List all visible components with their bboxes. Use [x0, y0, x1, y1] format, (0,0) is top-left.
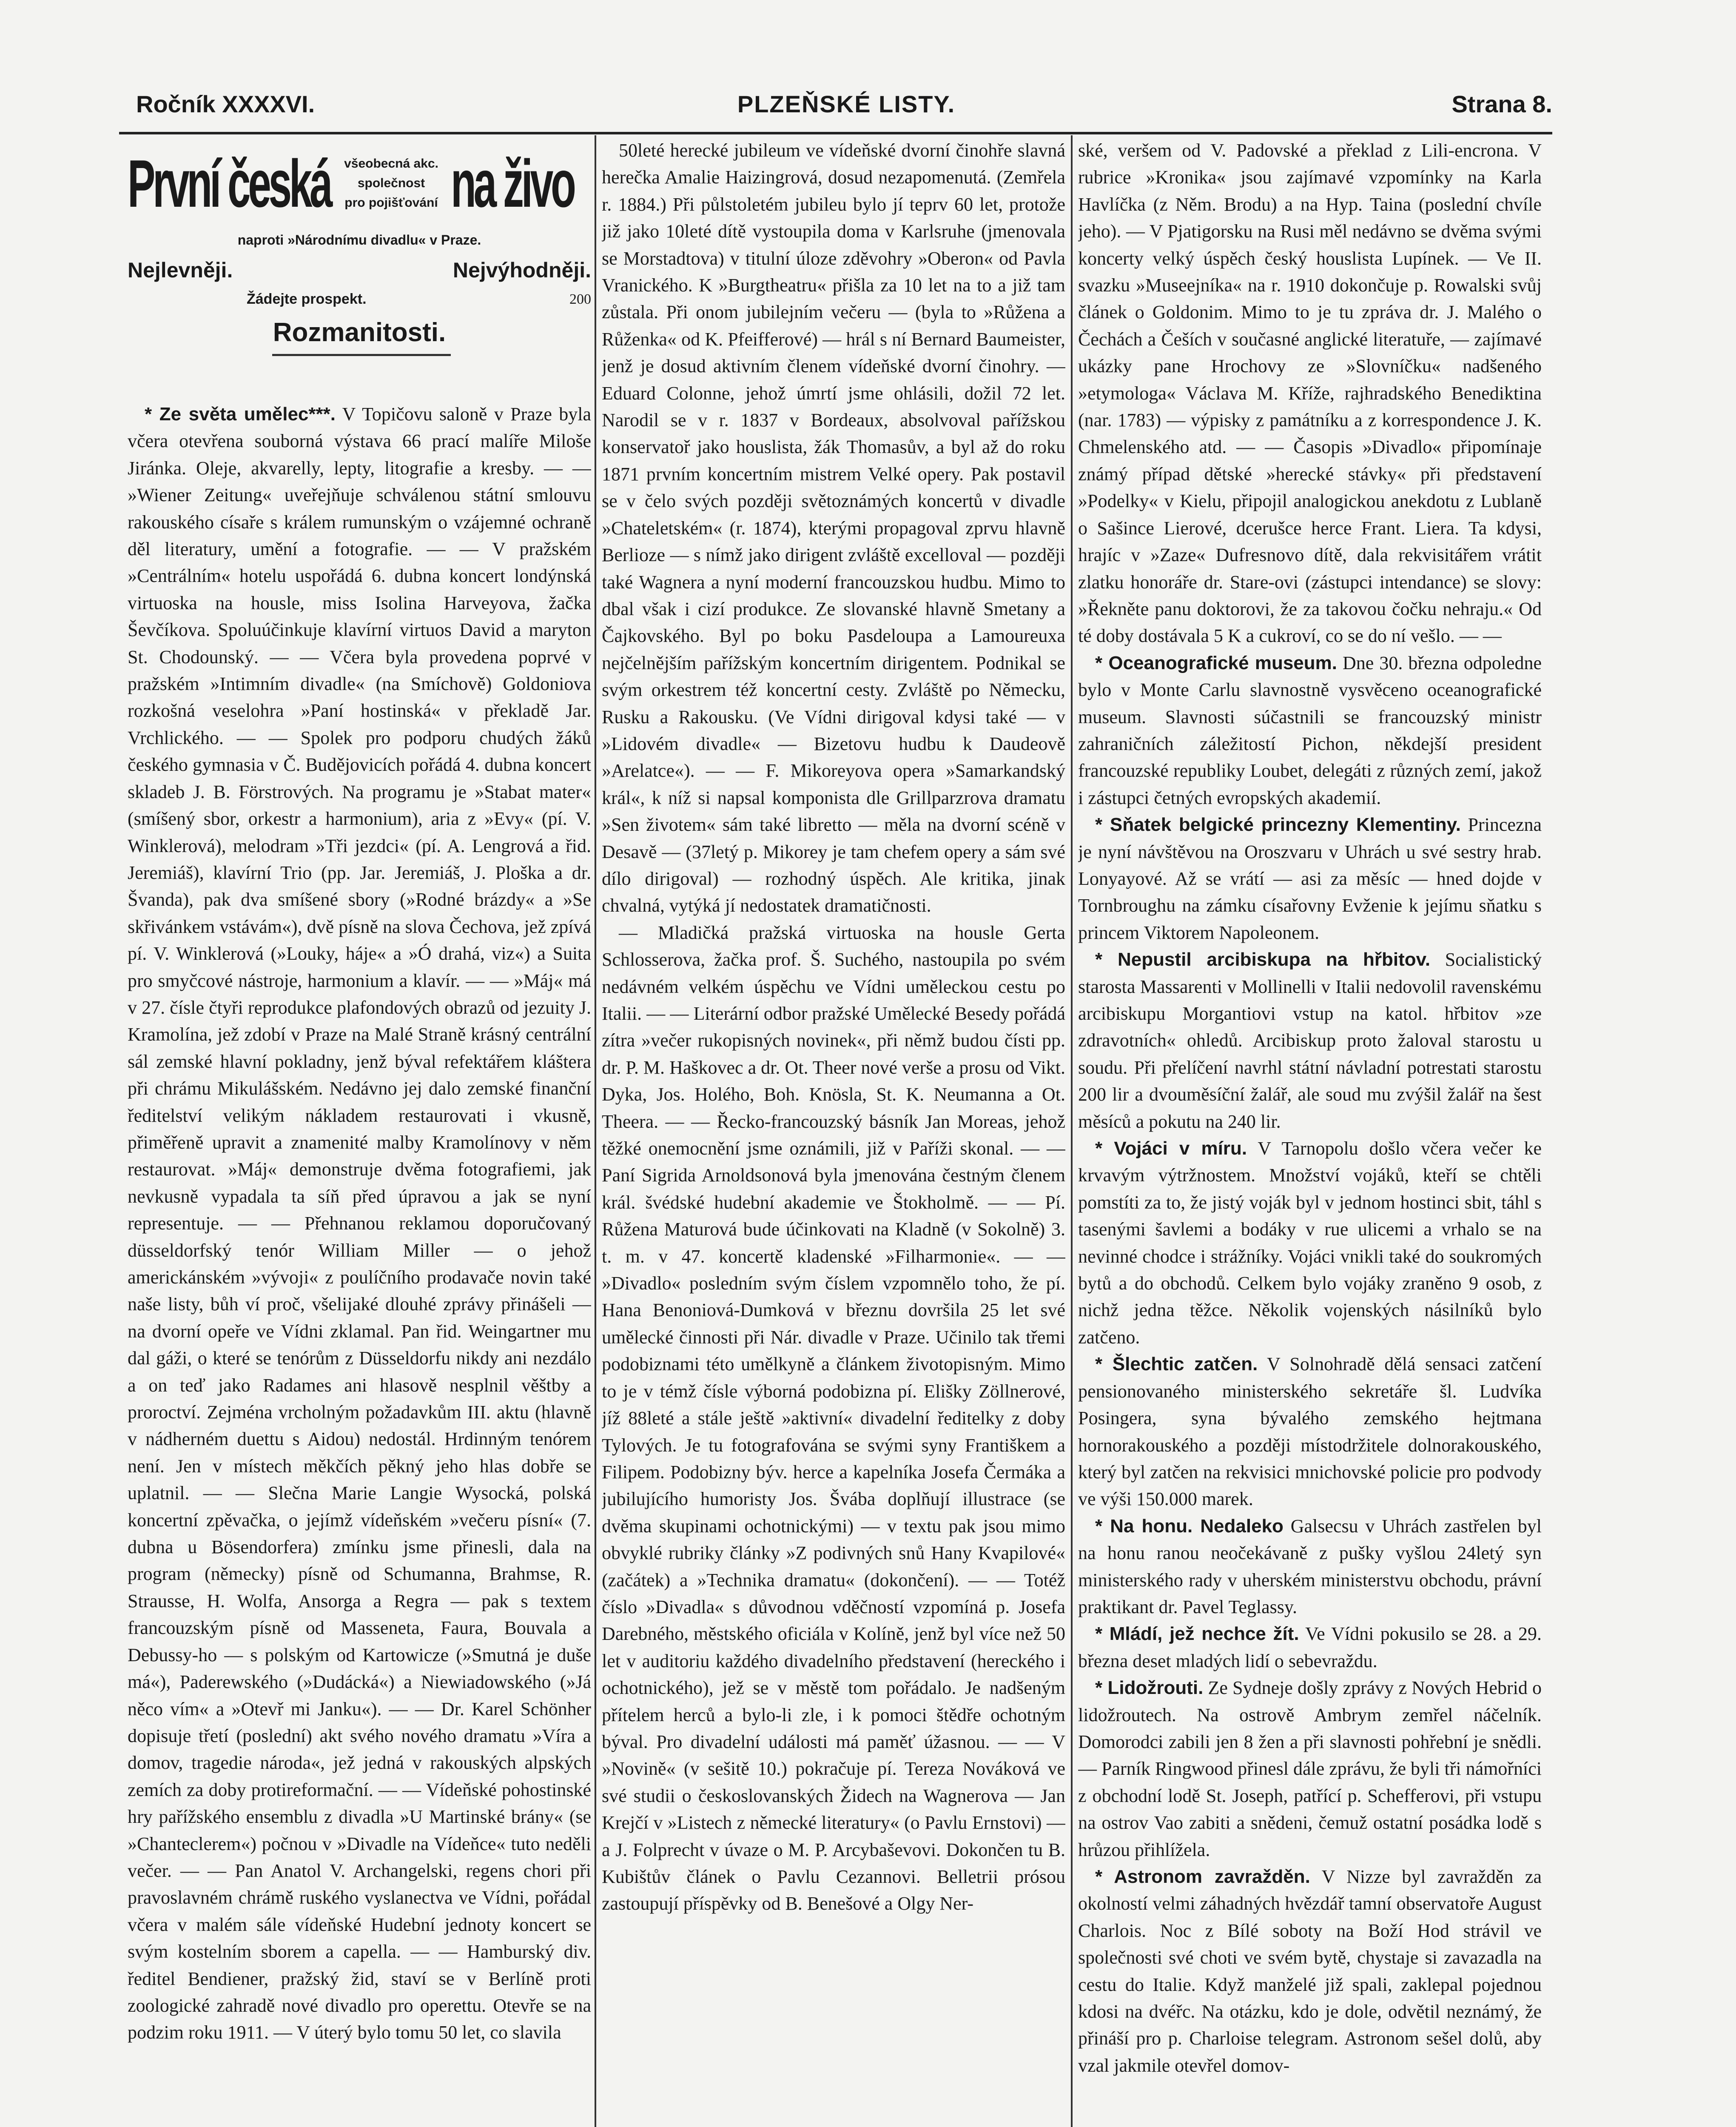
ad-stack-line: společnost	[357, 176, 425, 190]
page-header	[119, 89, 1552, 123]
newspaper-page	[119, 89, 1552, 2127]
article-text: V Topičovu saloně v Praze byla včera otevřena souborná výstava 66 prací malíře Miloše Jiránka. Oleje, akvarelly, lepty, litografie a kresby. — — »Wiener Zeitung« uveřejňuje schválenou státní smlouvu rakouského císaře s králem rumunským o vzájemné ochraně děl literatury, umění a fotografie. — — V pražském »Centrálním« hotelu uspořádá 6. dubna koncert londýnská virtuoska na housle, miss Isolina Harveyova, žačka Ševčíkova. Spoluúčinkuje klavírní virtuos David a maryton St. Chodounský. — — Včera byla provedena poprvé v pražském »Intimním divadle« (na Smíchově) Goldoniova rozkošná veselohra »Paní hostinská« v překladě Jar. Vrchlického. — — Spolek pro podporu chudých žáků českého gymnasia v Č. Budějovicích pořádá 4. dubna koncert skladeb J. B. Förstrových. Na programu je »Stabat mater« (smíšený sbor, orkestr a harmonium), aria z »Evy« (pí. V. Winklerová), melodram »Tři jezdci« (pí. A. Lengrová a řid. Jeremiáš), klavírní Trio (pp. Jar. Jeremiáš, J. Ploška a dr. Švanda), pak dva smíšené sbory (»Rodné brázdy« a »Se skřivánkem vstávám«), dvě písně na slova Čechova, jež zpívá pí. V. Winklerová (»Louky, háje« a »Ó drahá, viz«) a Suita pro smyčcové nástroje, harmonium a klavír. — — »Máj« má v 27. čísle čtyři reprodukce plafondových obrazů od jezuity J. Kramolína, jež zdobí v Praze na Malé Straně krásný centrální sál zemské hlavní pokladny, jenž býval refektářem kláštera při chrámu Mikulášském. Nedávno jej dalo zemské finanční ředitelství velikým nákladem restaurovati i vkusně, přiměřeně upravit a znamenité malby Kramolínovy v něm restaurovat. »Máj« demonstruje dvěma fotografiemi, jak nevkusně vypadala ta síň před úpravou a jak se nyní representuje. — — Přehnanou reklamou doporučovaný düsseldorfský tenór William Miller — o jehož americkánském »vývoji« z poulíčního prodavače novin také naše listy, bůh ví proč, všelijaké dlouhé zprávy přinášeli — na dvorní opeře ve Vídni zklamal. Pan řid. Weingartner mu dal gáži, o které se tenórům z Düsseldorfu nikdy ani nezdálo a on teď jako Radames ani hlasově nesplnil věštby a proroctví. Zejména vrcholným požadavkům III. aktu (hlavně v nádherném duettu s Aidou) nedostál. Hrdinným tenórem není. Jen v místech měkčích pěkný jeho hlas dobře se uplatnil. — — Slečna Marie Langie Wysocká, polská koncertní zpěvačka, o jejímž vídeňském »večeru písní« (7. dubna u Bösendorfera) zmínku jsme přinesli, dala na program (německy) písně od Schumanna, Brahmse, R. Strausse, H. Wolfa, Ansorga a Regra — pak s textem francouzským písně od Masseneta, Faura, Bouvala a Debussy-ho — s polským od Kartowicze (»Smutná je duše má«), Paderewského (»Dudácká«) a Niewiadowského (»Já něco vím« a »Otevř mi Janku«). — — Dr. Karel Schönher dopisuje třetí (poslední) akt svého nového dramatu »Víra a domov, tragedie národa«, jež jedná v rakouských alpských zemích za doby protireformační. — — Vídeňské pohostinské hry pařížského ensemblu z divadla »U Martinské brány« (se »Chanteclerem«) počnou v »Divadle na Vídeňce« tuto neděli večer. — — Pan Anatol V. Archangelski, regens chori při pravoslavném chrámě ruského vyslanectva ve Vídni, pořádal včera v malém sále vídeňské Hudební jednoty koncert se svým kostelním sborem a capella. — — Hamburský div. ředitel Bendiener, pražský žid, staví se v Berlíně proti zoologické zahradě nové divadlo pro operettu. Otevře se na podzim roku 1911. — V úterý bylo tomu 50 let, co slavila	[128, 404, 591, 2043]
article-text: Dne 30. března odpoledne bylo v Monte Carlu slavnostně vysvěceno oceanografické museum. Slavnosti súčastnili se francouzský ministr zahraničních záležitostí Pichon, někdejší president francouzské republiky Loubet, delegáti z různých zemí, jakož i zástupci četných evropských akademií.	[1078, 652, 1542, 808]
ad-headline-right: na živo	[451, 146, 574, 221]
article-paragraph	[1078, 650, 1542, 811]
ad-stack-line: pro pojišťování	[344, 196, 438, 210]
article-text: Ze Sydneje došly zprávy z Nových Hebrid o lidožroutech. Na ostrově Ambrym zemřel náčelník. Domorodci zabili jen 8 žen a při slavnosti pohřební je snědli. — Parník Ringwood přinesl dále zprávu, že byli tři námořníci z obchodní lodě St. Joseph, patřící p. Schefferovi, při vstupu na ostrov Vao zabiti a snědeni, čemuž ostatní posádka lodě s hrůzou přihlížela.	[1078, 1677, 1542, 1860]
section-underline	[272, 354, 451, 356]
article-text: Galsecsu v Uhrách zastřelen byl na honu ranou neočekávaně z pušky vyšlou 24letý syn ministerského rady v uherském ministerstvu obchodu, právní praktikant dr. Pavel Teglassy.	[1078, 1515, 1542, 1617]
volume-label: Ročník XXXXVI.	[136, 91, 315, 117]
article-paragraph	[1078, 811, 1542, 946]
article-paragraph	[1078, 1620, 1542, 1674]
article-paragraph: — Mladičká pražská virtuoska na housle Gerta Schlosserova, žačka prof. Š. Suchého, nastoupila po svém nedávném velkém úspěchu ve Vídni uměleckou cestu po Italii. — — Literární odbor pražské Umělecké Besedy pořádá zítra »večer rukopisných novinek«, při němž budou čísti pp. dr. P. M. Haškovec a dr. Ot. Theer nové verše a prosu od Vikt. Dyka, Jos. Holého, Boh. Knösla, St. K. Neumanna a Ot. Theera. — — Řecko-francouzský básník Jan Moreas, jehož těžké onemocnění jsme oznámili, již v Paříži skonal. — — Paní Sigrida Arnoldsonová byla jmenována čestným členem král. švédské hudební akademie ve Štokholmě. — — Pí. Růžena Maturová bude účinkovati na Kladně (v Sokolně) 3. t. m. v 47. koncertě kladenské »Filharmonie«. — — »Divadlo« posledním svým číslem vzpomnělo toho, že pí. Hana Benoniová-Dumková v březnu dovršila 25 let své umělecké činnosti při Nár. divadle v Praze. Učinilo tak třemi podobiznami této umělkyně a článkem životopisným. Mimo to je v témž čísle výborná podobizna pí. Elišky Zöllnerové, jíž 88leté a stále ještě »aktivní« divadelní ředitelky z doby Tylových. Je tu fotografována se svými syny Františkem a Filipem. Podobizny býv. herce a kapelníka Josefa Čermáka a jubilujícího humoristy Jos. Švába doplňují illustrace (se dvěma skupinami ochotnickými) — v textu pak jsou mimo obvyklé rubriky články »Z podivných snů Hany Kvapilové« (začátek) a »Technika dramatu« (dokončení). — — Totéž číslo »Divadla« s důvodnou vděčností vzpomíná p. Josefa Darebného, městského oficiála v Kolíně, jenž byl více než 50 let v auditoriu každého divadelního představení (hereckého i ochotnického), jež se v městě tom pořádalo. Je nadšeným přítelem herců a bylo-li zle, i k pomoci štědře ochotným býval. Pro divadelní události má paměť úžasnou. — — V »Novině« (v sešitě 10.) pokračuje pí. Tereza Nováková ve své studii o českoslovanských Židech na Wagnerova — Jan Krejčí v »Listech z německé literatury« (o Pavlu Ernstovi) — a J. Folprecht v úvaze o M. P. Arcybaševovi. Dokončen tu B. Kubištův článek o Pavlu Cezannovi. Belletrii prósou zastoupují příspěvky od B. Benešové a Olgy Ner-	[602, 922, 1065, 1914]
column-2	[602, 137, 1065, 2127]
ad-best: Nejvýhodněji.	[452, 258, 591, 282]
article-paragraph	[128, 401, 591, 2046]
article-heading: * Lidožrouti.	[1095, 1677, 1204, 1699]
column-divider	[595, 135, 596, 2127]
ad-code: 200	[569, 291, 591, 307]
article-paragraph: ské, veršem od V. Padovské a překlad z Lili-encrona. V rubrice »Kronika« jsou zajímavé vzpomínky na Karla Havlíčka (z Něm. Brodu) a na Hyp. Taina (poslední chvíle jeho). — V Pjatigorsku na Rusi měl nedávno se dvěma svými koncerty velký úspěch český houslista Lupínek. — Ve II. svazku »Museejníka« na r. 1910 dokončuje p. Rowalski svůj článek o Goldonim. Mimo to je tu zpráva dr. J. Malého o Čechách a Češích v současné anglické literatuře, — zajímavé ukázky pane Hrochovy ze »Slovníčku« nadšeného »etymologa« Václava M. Kříže, rajhradského Benediktina (nar. 1783) — výpisky z památníku a z korrespondence J. K. Chmelenského atd. — — Časopis »Divadlo« připomínaje známý případ dětské »herecké stávky« při představení »Podelky« v Kielu, připojil analogickou anekdotu z Lublaně o Sašince Lierové, dcerušce herce Frant. Liera. Ta kdysi, hrajíc v »Zaze« Dufresnovo dítě, dala rekvisitářem vrátit zlatku honoráře dr. Stare-ovi (zástupci intendance) se slovy: »Řekněte panu doktorovi, že za takovou čočku nehraju.« Od té doby dostávala 5 K a cukroví, co se do ní vešlo. — —	[1078, 140, 1542, 647]
article-text: V Solnohradě dělá sensaci zatčení pensionovaného ministerského sekretáře šl. Ludvíka Posingera, syna bývalého zemského hejtmana hornorakouského a později místodržitele dolnorakouského, který byl zatčen na rekvisici mnichovské policie pro podvody ve výši 150.000 marek.	[1078, 1354, 1542, 1510]
header-rule	[119, 132, 1552, 134]
article-heading: * Sňatek belgické princezny Klementiny.	[1095, 814, 1461, 835]
ad-address: naproti »Národnímu divadlu« v Praze.	[237, 232, 481, 248]
article-text: Ve Vídni pokusilo se 28. a 29. března deset mladých lidí o sebevraždu.	[1078, 1623, 1542, 1671]
article-heading: * Ze světa umělec***.	[145, 404, 336, 425]
article-heading: * Šlechtic zatčen.	[1095, 1354, 1258, 1375]
ad-prospekt: Žádejte prospekt.	[247, 291, 367, 307]
column-3	[1078, 137, 1542, 2127]
article-paragraph	[1078, 1513, 1542, 1621]
masthead-title: PLZEŇSKÉ LISTY.	[737, 91, 956, 117]
article-heading: * Astronom zavražděn.	[1095, 1866, 1310, 1887]
column-1	[128, 137, 591, 2127]
article-text: Princezna je nyní návštěvou na Oroszvaru v Uhrách u své sestry hrab. Lonyayové. Až se vrátí — asi za měsíc — hned dojde v Tornbroughu na zámku císařovny Evženie k jejímu sňatku s princem Viktorem Napoleonem.	[1078, 814, 1542, 943]
article-text: Socialistický starosta Massarenti v Mollinelli v Italii nedovolil ravenskému arcibiskupu Morgantiovi vstup na katol. hřbitov »ze zdravotních« ohledů. Arcibiskup proto žaloval starostu u soudu. Při přelíčení navrhl státní návladní potrestati starostu 200 lir a dvouměsíční žalář, ale soud mu zvýšil žalář na šest měsíců a pokutu na 240 lir.	[1078, 949, 1542, 1132]
article-paragraph	[1078, 1674, 1542, 1863]
section-title: Rozmanitosti.	[273, 318, 446, 347]
article-text: V Tarnopolu došlo včera večer ke krvavým výtržnostem. Množství vojáků, kteří se chtěli pomstíti za to, že jistý voják byl v jednom hostinci sbit, táhl s tasenými šavlemi a bodáky v rue ulicemi a vrhalo se na nevinné chodce i strážníky. Vojáci vnikli také do soukromých bytů a do obchodů. Celkem bylo vojáky zraněno 9 osob, z nichž jedna těžce. Několik vojenských násilníků bylo zatčeno.	[1078, 1138, 1542, 1348]
article-heading: * Vojáci v míru.	[1095, 1138, 1247, 1159]
article-text: V Nizze byl zavražděn za okolností velmi záhadných hvězdář tamní observatoře August Charlois. Noc z Bílé soboty na Boží Hod strávil ve společnosti své choti ve svém bytě, chystaje si zavazadla na cestu do Italie. Když manželé již spali, zaklepal pojednou kdosi na dvéřc. Na otázku, kdo je dole, odvětil neznámý, že přináší pro p. Charloise telegram. Astronom sešel dolů, aby vzal jakmile otevřel domov-	[1078, 1866, 1542, 2076]
article-paragraph	[1078, 1135, 1542, 1351]
article-heading: * Nepustil arcibiskupa na hřbitov.	[1095, 949, 1431, 970]
article-heading: * Na honu. Nedaleko	[1095, 1515, 1284, 1537]
article-paragraph	[1078, 1351, 1542, 1512]
ad-stack-line: všeobecná akc.	[344, 157, 438, 171]
article-heading: * Mládí, jež nechce žít.	[1095, 1623, 1299, 1645]
ad-headline-left: První česká	[128, 146, 330, 221]
ad-cheapest: Nejlevněji.	[128, 258, 233, 282]
page-number: Strana 8.	[1451, 91, 1552, 117]
article-paragraph: 50leté herecké jubileum ve vídeňské dvorní činohře slavná herečka Amalie Haizingrová, dosud nezapomenutá. (Zemřela r. 1884.) Při půlstoletém jubileu bylo jí teprv 60 let, protože již jako 10leté dítě vystoupila doma v Karlsruhe (jmenovala se Morstadtova) v titulní úloze zděvohry »Oberon« od Pavla Vranického. K »Burgtheatru« přišla za 10 let na to a již tam zůstala. Při onom jubilejním večeru — (byla to »Růžena a Růženka« od K. Pfeifferové) — hrál s ní Bernard Baumeister, jenž je dosud aktivním členem vídeňské dvorní činohry. — Eduard Colonne, jehož úmrtí jsme ohlásili, dožil 72 let. Narodil se v r. 1837 v Bordeaux, absolvoval pařížskou konservatoř jako houslista, žák Thomasův, a byl až do roku 1871 prvním koncertním mistrem Velké opery. Pak postavil se v čelo svých později světoznámých koncertů v divadle »Chateletském« (r. 1874), kterými propagoval zprvu hlavně Berlioze — s nímž jako dirigent zvláště excelloval — později také Wagnera a nyní moderní francouzskou hudbu. Mimo to dbal však i cizí produkce. Ze slovanské hlavně Smetany a Čajkovského. Byl po boku Pasdeloupa a Lamoureuxa nejčelnějším pařížským koncertním dirigentem. Podnikal se svým orkestrem též koncertní cesty. Zvláště po Německu, Rusku a Rakousku. (Ve Vídni dirigoval kdysi také — v »Lidovém divadle« — Bizetovu hudbu k Daudeově »Arelatce«). — — F. Mikoreyova opera »Samarkandský král«, k níž si napsal komponista dle Grillparzrova dramatu »Sen životem« sám také libretto — měla na dvorní scéně v Desavě — (37letý p. Mikorey je tam chefem opery a sám své dílo dirigoval) — rozhodný úspěch. Ale kritika, jinak chvalná, vytýká jí nedostatek dramatičnosti.	[602, 140, 1065, 916]
article-paragraph	[1078, 1863, 1542, 2079]
insurance-advertisement	[128, 145, 591, 401]
ad-company-stack	[340, 154, 442, 213]
article-heading: * Oceanografické museum.	[1095, 652, 1337, 673]
column-divider	[1071, 135, 1073, 2127]
article-paragraph	[1078, 946, 1542, 1135]
